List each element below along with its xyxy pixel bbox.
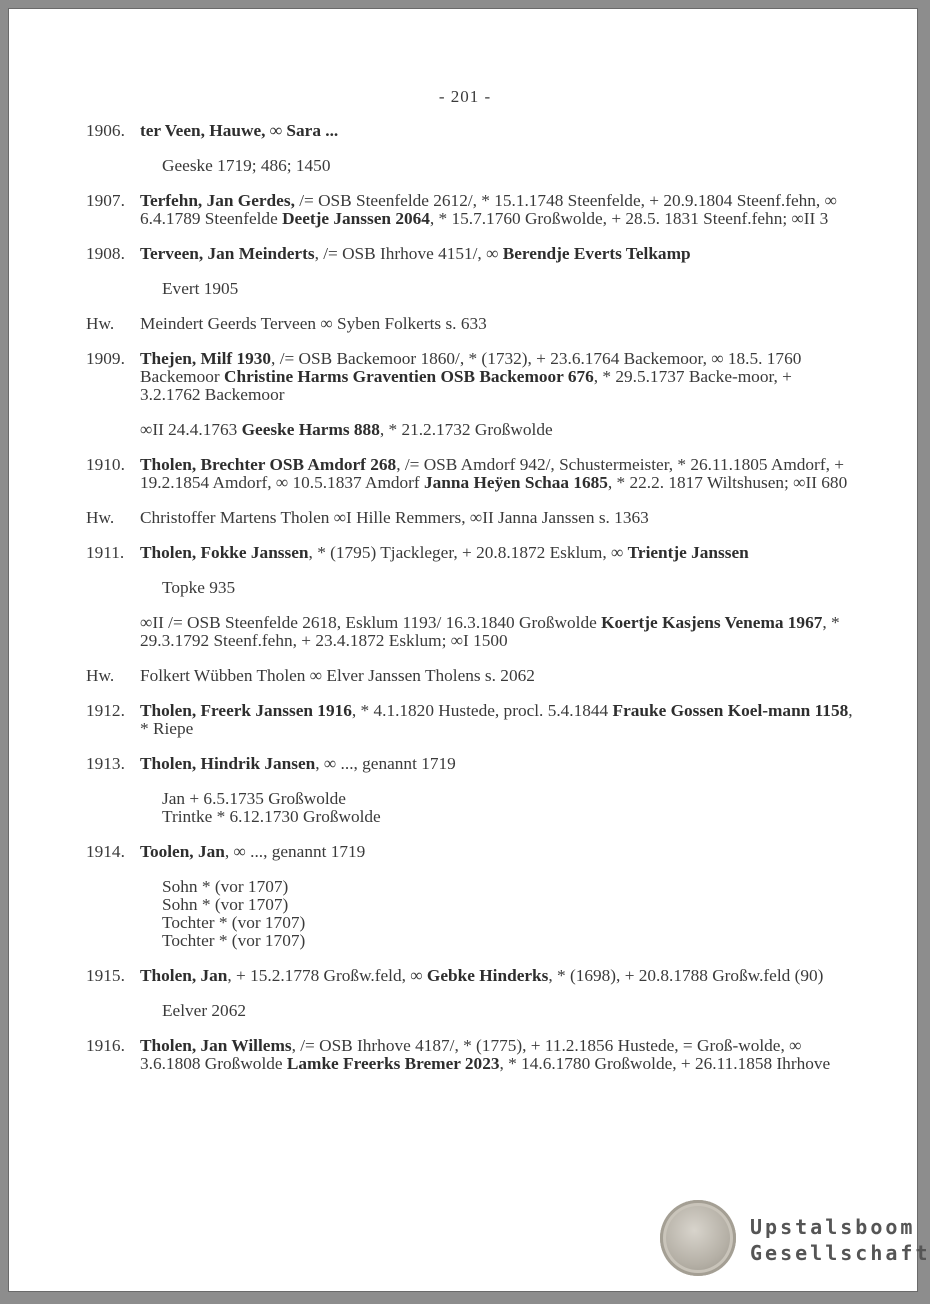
entry-hw-christoffer: Hw. Christoffer Martens Tholen ∞I Hille Remmers, ∞II Janna Janssen s. 1363 (86, 508, 649, 527)
entry-1915: 1915. Tholen, Jan, + 15.2.1778 Großw.feld, ∞ Gebke Hinderks, * (1698), + 20.8.1788 Großw.feld (90) (86, 966, 824, 985)
entry-1910: 1910. Tholen, Brechter OSB Amdorf 268, /= OSB Amdorf 942/, Schustermeister, * 26.11.1805 Amdorf, + 19.2.1854 Amdorf, ∞ 10.5.1837 Amdorf Janna Heÿen Schaa 1685, * 22.2. 1817 Wiltshusen; ∞II 680 (86, 455, 848, 492)
publisher-name: Upstalsboom Gesellschaft (750, 1215, 930, 1265)
entry-1906-child: Geeske 1719; 486; 1450 (162, 156, 331, 175)
publisher-logo (660, 1200, 930, 1276)
entry-1908-child: Evert 1905 (162, 279, 239, 298)
entry-hw-terveen: Hw. Meindert Geerds Terveen ∞ Syben Folkerts s. 633 (86, 314, 487, 333)
seal-icon (660, 1200, 736, 1276)
entry-1912: 1912. Tholen, Freerk Janssen 1916, * 4.1.1820 Hustede, procl. 5.4.1844 Frauke Gossen Koel-mann 1158, * Riepe (86, 701, 853, 738)
entry-list (86, 122, 856, 1090)
entry-1909: 1909. Thejen, Milf 1930, /= OSB Backemoor 1860/, * (1732), + 23.6.1764 Backemoor, ∞ 18.5. 1760 Backemoor Christine Harms Graventien OSB Backemoor 676, * 29.5.1737 Backe-moor, + 3.2.1762 Backemoor (86, 349, 802, 404)
entry-1916: 1916. Tholen, Jan Willems, /= OSB Ihrhove 4187/, * (1775), + 11.2.1856 Hustede, = Groß-wolde, ∞ 3.6.1808 Großwolde Lamke Freerks Bremer 2023, * 14.6.1780 Großwolde, + 26.11.1858 Ihrhove (86, 1036, 831, 1073)
entry-1914: 1914. Toolen, Jan, ∞ ..., genannt 1719 (86, 842, 366, 861)
entry-1906: 1906. ter Veen, Hauwe, ∞ Sara ... (86, 121, 339, 140)
entry-1909-second-marriage: ∞II 24.4.1763 Geeske Harms 888, * 21.2.1732 Großwolde (140, 420, 553, 439)
entry-1911: 1911. Tholen, Fokke Janssen, * (1795) Tjackleger, + 20.8.1872 Esklum, ∞ Trientje Janssen (86, 543, 749, 562)
entry-1914-children: Sohn * (vor 1707) Sohn * (vor 1707) Tochter * (vor 1707) Tochter * (vor 1707) (162, 877, 306, 950)
page-number: - 201 - (438, 87, 492, 106)
entry-1911-second-marriage: ∞II /= OSB Steenfelde 2618, Esklum 1193/ 16.3.1840 Großwolde Koertje Kasjens Venema 1967, * 29.3.1792 Steenf.fehn, + 23.4.1872 Esklum; ∞I 1500 (140, 613, 840, 650)
entry-1915-child: Eelver 2062 (162, 1001, 246, 1020)
entry-1908: 1908. Terveen, Jan Meinderts, /= OSB Ihrhove 4151/, ∞ Berendje Everts Telkamp (86, 244, 691, 263)
entry-1911-child: Topke 935 (162, 578, 236, 597)
entry-1913: 1913. Tholen, Hindrik Jansen, ∞ ..., genannt 1719 (86, 754, 456, 773)
entry-1907: 1907. Terfehn, Jan Gerdes, /= OSB Steenfelde 2612/, * 15.1.1748 Steenfelde, + 20.9.1804 Steenf.fehn, ∞ 6.4.1789 Steenfelde Deetje Janssen 2064, * 15.7.1760 Großwolde, + 28.5. 1831 Steenf.fehn; ∞II 3 (86, 191, 837, 228)
entry-1913-children: Jan + 6.5.1735 Großwolde Trintke * 6.12.1730 Großwolde (162, 789, 381, 826)
entry-hw-folkert: Hw. Folkert Wübben Tholen ∞ Elver Janssen Tholens s. 2062 (86, 666, 535, 685)
